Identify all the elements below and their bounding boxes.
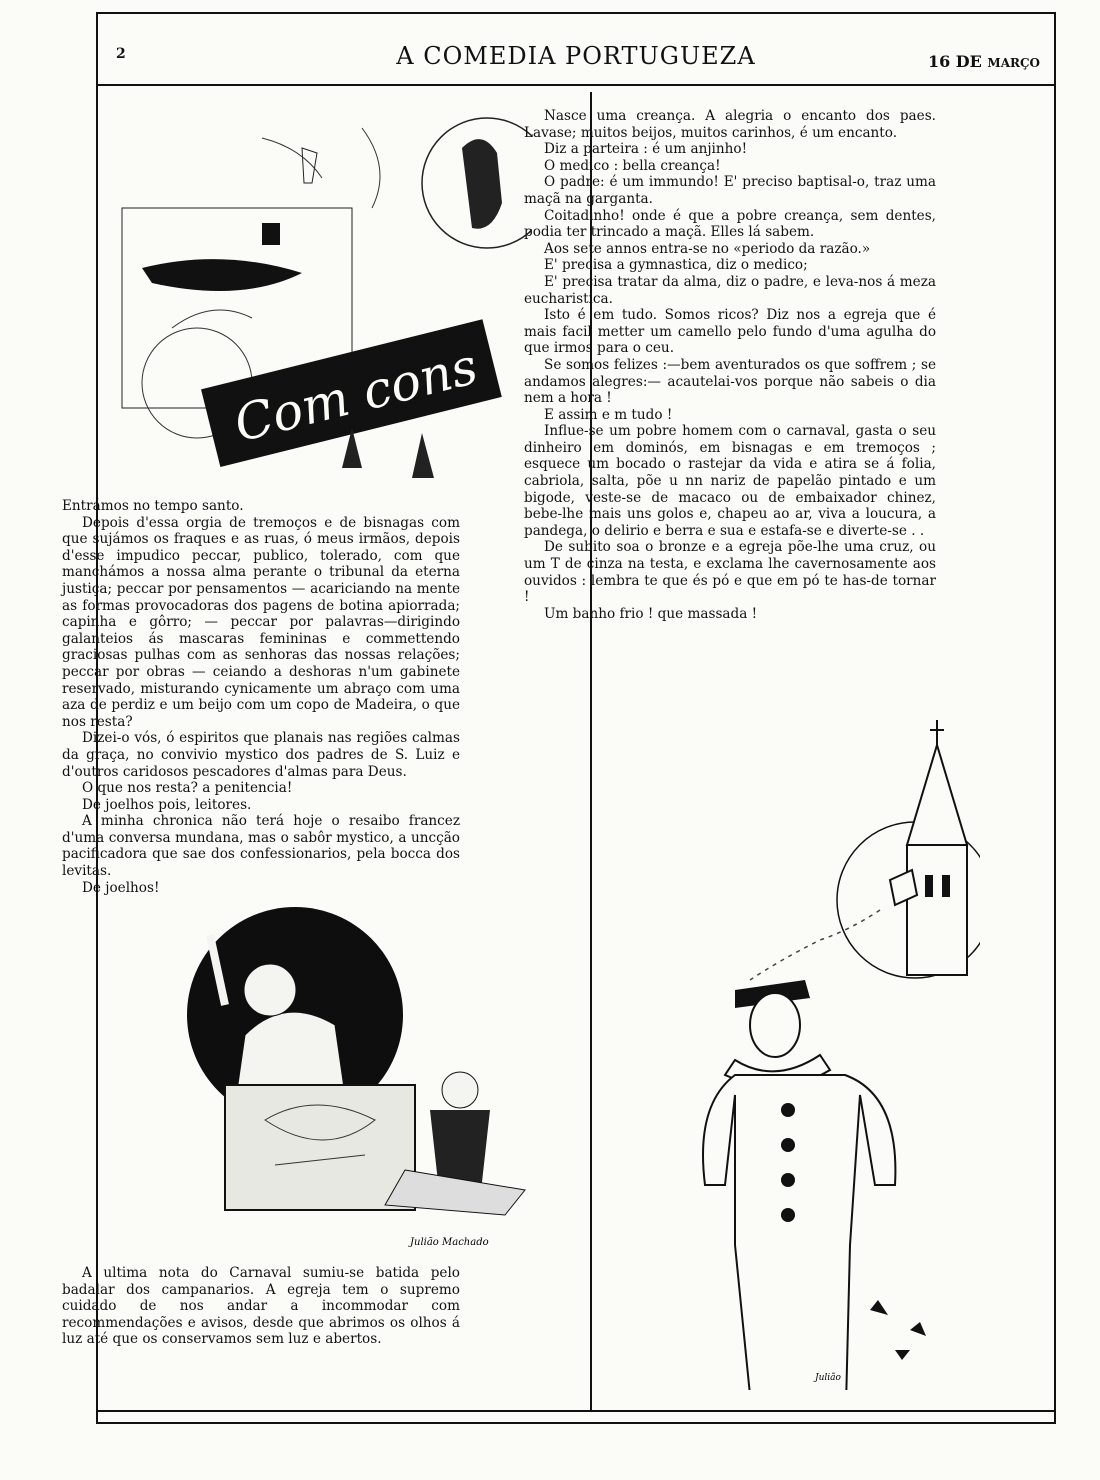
costume-button [781,1138,795,1152]
masthead [98,14,1054,86]
paragraph: Nasce uma creança. A alegria o encanto dos paes. Lavase; muitos beijos, muitos carinhos, é um encanto. [524,108,936,141]
newspaper-title: A COMEDIA PORTUGUEZA [396,42,756,70]
right-column-text [524,108,936,622]
paragraph: A ultima nota do Carnaval sumiu-se batida pelo badalar dos campanarios. A egreja tem o supremo cuidado de nos andar a incommodar com recommendações e avisos, desde que abrimos os olhos á luz até que os conservamos sem luz e abertos. [62,1265,460,1348]
paragraph: Isto é em tudo. Somos ricos? Diz nos a egreja que é mais facil metter um camello pelo fundo d'uma agulha do que irmos para o ceu. [524,307,936,357]
church-tower [907,845,967,975]
paragraph: E assim e m tudo ! [544,406,673,423]
issue-date [928,52,1040,71]
priest-head [244,964,296,1016]
paragraph: De joelhos pois, leitores. [82,796,252,813]
pierrot-costume [703,1075,895,1390]
glass [302,148,317,183]
paragraph: Coitadinho! onde é que a pobre creança, sem dentes, podia ter trincado a maçã. Elles lá sabem. [524,207,936,241]
left-column-text [62,498,460,896]
dancer-figure [462,139,502,229]
paragraph: O padre: é um immundo! E' preciso baptisal-o, traz uma maçã na garganta. [524,174,936,207]
church-spire [907,745,967,845]
artist-signature: Julião Machado [410,1237,489,1248]
artist-signature: Julião [815,1373,841,1383]
paragraph: Um banho frio ! que massada ! [544,605,758,622]
banner-text: Com cons [228,337,483,454]
pulpit-illustration [185,905,545,1260]
carnival-illustration [112,108,532,498]
date-month: MARÇO [987,56,1040,70]
pierrot-illustration [620,690,980,1390]
tower-window [942,875,950,897]
paragraph: O medico : bella creança! [544,157,721,174]
broken-pieces [870,1300,926,1360]
paragraph: O que nos resta? a penitencia! [82,780,293,797]
bottom-rule [98,1410,1054,1412]
paragraph: Aos sete annos entra-se no «periodo da razão.» [544,240,871,257]
paragraph: A minha chronica não terá hoje o resaibo francez d'uma conversa mundana, mas o sabôr mystico, a uncção pacificadora que sae dos confessionarios, pela bocca dos levitas. [62,813,460,880]
black-hat [142,259,302,291]
acolyte-head [442,1072,478,1108]
paragraph: Dizei-o vós, ó espiritos que planais nas regiões calmas da graça, no convivio mystico dos padres de S. Luiz e d'outros caridosos pescadores d'almas para Deus. [62,730,460,780]
pierrot-face [750,993,800,1057]
costume-button [781,1103,795,1117]
date-day: 16 DE [927,52,982,71]
costume-button [781,1173,795,1187]
tower-window [925,875,933,897]
dancers [342,428,434,478]
costume-button [781,1208,795,1222]
left-column-bottom-text [62,1265,460,1348]
page-number: 2 [116,46,126,62]
paragraph: E' precisa a gymnastica, diz o medico; [544,257,808,274]
paragraph: Se somos felizes :—bem aventurados os que soffrem ; se andamos alegres:— acautelai-vos porque não sabeis o dia nem a hora ! [524,356,936,407]
paragraph: Depois d'essa orgia de tremoços e de bisnagas com que sujámos os fraques e as ruas, ó meus irmãos, depois d'esse impudico peccar, publico, tolerado, com que manchámos a nossa alma perante o tribunal da eterna justiça; peccar por pensamentos — acariciando na mente as formas provocadoras dos pagens de botina apiorrada; capinha e gôrro; — peccar por palavras—dirigindo galanteios ás mascaras femininas e commettendo graciosas pulhas com as senhoras das nossas relações; peccar por obras — ceiando a deshoras n'um gabinete reservado, misturando cynicamente um abraço com uma aza de perdiz e um beijo com um copo de Madeira, o que nos resta? [62,514,460,730]
paragraph: Diz a parteira : é um anjinho! [544,141,748,158]
paragraph: Influe-se um pobre homem com o carnaval, gasta o seu dinheiro em dominós, em bisnagas e em tremoços ; esquece um bocado o rastejar da vida e atira se á folia, cabriola, salta, põe u nn nariz de papelão pintado e um bigode, veste-se de macaco ou de embaixador chinez, bebe-lhe mais uns golos e, chapeu ao ar, viva a loucura, a pandega, o delirio e berra e sua e estafa-se e diverte-se . . [524,423,936,539]
paragraph: E' precisa tratar da alma, diz o padre, e leva-nos á meza eucharistica. [524,273,936,307]
pulpit [225,1085,415,1210]
paragraph: De subito soa o bronze e a egreja põe-lhe uma cruz, ou um T de cinza na testa, e exclama lhe cavernosamente aos ouvidos : lembra te que és pó e que em pó te has-de tornar ! [524,539,936,606]
paragraph: De joelhos! [82,879,160,896]
top-hat [262,223,280,245]
paragraph: Entrámos no tempo santo. [62,498,244,514]
